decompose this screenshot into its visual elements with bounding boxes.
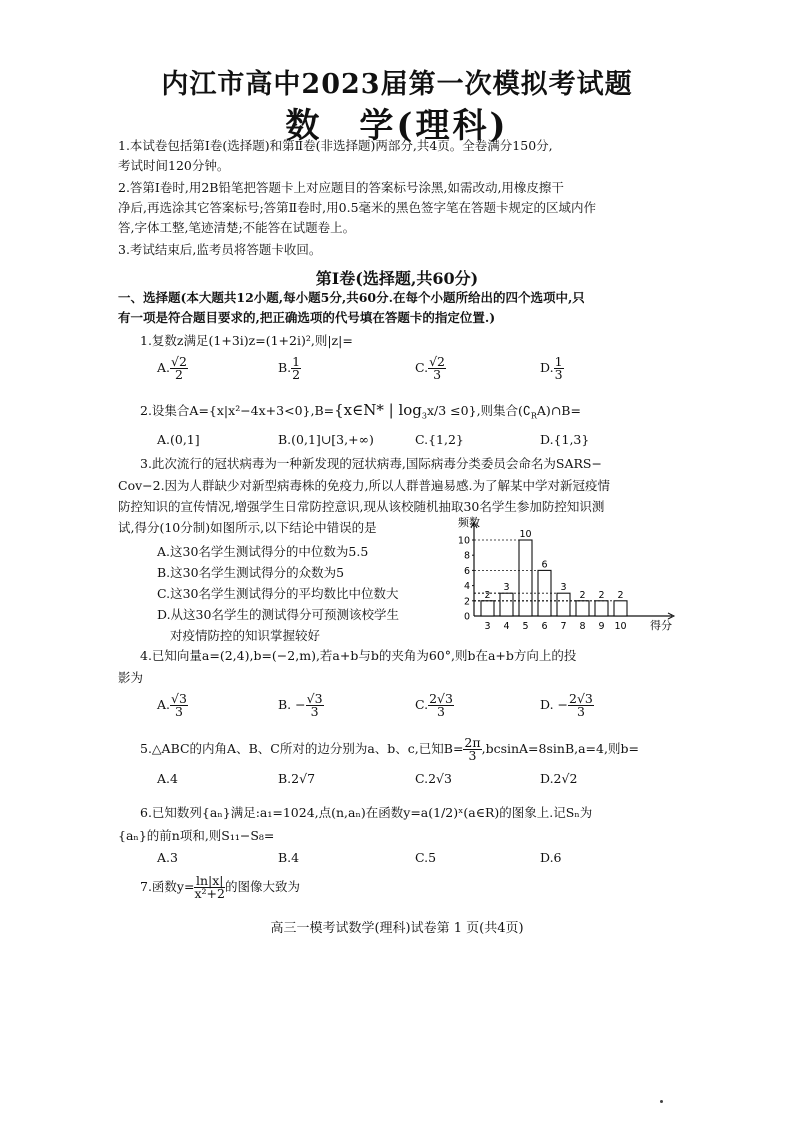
section-intro: 一、选择题(本大题共12小题,每小题5分,共60分.在每个小题所给出的四个选项中,只 (118, 290, 585, 305)
question-3-stem: 3.此次流行的冠状病毒为一种新发现的冠状病毒,国际病毒分类委员会命名为SARS− (140, 456, 602, 471)
bar (576, 601, 589, 616)
instruction-line: 考试时间120分钟。 (118, 158, 230, 173)
bar-value-label: 3 (503, 582, 510, 594)
bar (557, 593, 570, 616)
question-5-option-b: B.2√7 (278, 771, 316, 786)
question-6-option-a: A.3 (157, 850, 178, 865)
section-intro: 有一项是符合题目要求的,把正确选项的代号填在答题卡的指定位置.) (118, 310, 496, 325)
question-5-option-c: C.2√3 (415, 771, 452, 786)
question-5-stem: 5.△ABC的内角A、B、C所对的边分别为a、b、c,已知B= $\frac{2\pi}{3}$ ,bcsinA=8sinB,a=4,则b= (140, 735, 639, 763)
question-1-stem: 1.复数z满足(1+3i)z=(1+2i)²,则|z|= (140, 333, 353, 348)
x-tick-label: 10 (614, 621, 627, 632)
question-1-option-b: B. $\frac{1}{2}$ (278, 354, 301, 382)
bar (595, 601, 608, 616)
bar-value-label: 2 (598, 589, 605, 601)
bar-value-label: 3 (560, 582, 567, 594)
exam-title: 内江市高中2023届第一次模拟考试题 (161, 69, 633, 100)
question-2-stem: 2.设集合A={x|x²−4x+3<0},B={x∈N* | $\log_3x/3 \le 0$},则集合$(∁_RA)\cap B=$ (140, 401, 581, 421)
bar-value-label: 2 (617, 589, 624, 601)
question-6-option-d: D.6 (540, 850, 562, 865)
bar (519, 540, 532, 616)
y-tick-label: 2 (463, 596, 470, 608)
page-footer: 高三一模考试数学(理科)试卷第 1 页(共4页) (270, 921, 524, 936)
question-3-option-c: C.这30名学生测试得分的平均数比中位数大 (157, 586, 399, 601)
x-tick-label: 5 (522, 621, 529, 632)
question-6-option-b: B.4 (278, 850, 300, 865)
question-4-option-a: A. $\frac{√3}{3}$ (157, 691, 187, 719)
question-2-option-d: D.{1,3} (540, 432, 590, 447)
question-1-option-d: D. $\frac{1}{3}$ (540, 354, 563, 382)
x-tick-label: 8 (579, 621, 586, 632)
x-tick-label: 7 (560, 621, 567, 632)
question-3-stem: 试,得分(10分制)如图所示,以下结论中错误的是 (118, 520, 377, 535)
x-axis-label: 得分 (650, 619, 672, 632)
question-2-option-b: B.(0,1]∪[3,+∞) (278, 432, 374, 447)
frequency-bar-chart (440, 514, 690, 639)
bar (614, 601, 627, 616)
y-axis-label: 频数 (458, 516, 480, 529)
x-tick-label: 4 (503, 621, 510, 632)
exam-subject: 数 学(理科) (285, 106, 509, 146)
question-5-option-a: A.4 (157, 771, 178, 786)
question-1-option-c: C. $\frac{√2}{3}$ (415, 354, 446, 382)
bar-value-label: 6 (541, 559, 548, 571)
bar-value-label: 2 (484, 589, 491, 601)
question-5-option-d: D.2√2 (540, 771, 578, 786)
question-2-option-c: C.{1,2} (415, 432, 464, 447)
instruction-line: 3.考试结束后,监考员将答题卡收回。 (118, 242, 322, 257)
scan-speck (660, 1100, 663, 1103)
bar-value-label: 2 (579, 589, 586, 601)
x-tick-label: 6 (541, 621, 548, 632)
bar (500, 593, 513, 616)
instruction-line: 净后,再选涂其它答案标号;答第Ⅱ卷时,用0.5毫米的黑色签字笔在答题卡规定的区域内作 (118, 200, 597, 215)
y-tick-label: 8 (463, 550, 470, 562)
question-4-stem: 4.已知向量a=(2,4),b=(−2,m),若a+b与b的夹角为60°,则b在a+b方向上的投 (140, 648, 577, 663)
question-3-option-a: A.这30名学生测试得分的中位数为5.5 (157, 544, 369, 559)
bar (481, 601, 494, 616)
section-heading: 第Ⅰ卷(选择题,共60分) (315, 269, 479, 288)
question-1-option-a: A. $\frac{√2}{2}$ (157, 354, 187, 382)
x-tick-label: 9 (598, 621, 605, 632)
question-4-option-d: D. − $\frac{2√3}{3}$ (540, 691, 593, 719)
question-3-stem: Cov−2.因为人群缺少对新型病毒株的免疫力,所以人群普遍易感.为了解某中学对新冠疫情 (118, 478, 610, 493)
question-4-option-c: C. $\frac{2√3}{3}$ (415, 691, 453, 719)
instruction-line: 2.答第Ⅰ卷时,用2B铅笔把答题卡上对应题目的答案标号涂黑,如需改动,用橡皮擦干 (118, 180, 564, 195)
instruction-line: 答,字体工整,笔迹清楚;不能答在试题卷上。 (118, 220, 356, 235)
question-2-option-a: A.(0,1] (157, 432, 200, 447)
question-6-option-c: C.5 (415, 850, 437, 865)
question-4-option-b: B. − $\frac{√3}{3}$ (278, 691, 323, 719)
question-3-option-d-cont: 对疫情防控的知识掌握较好 (170, 628, 321, 643)
question-3-option-b: B.这30名学生测试得分的众数为5 (157, 565, 345, 580)
question-7-stem: 7.函数y= $\frac{\ln|x|}{\text{x²+2}}$ 的图像大致为 (140, 873, 300, 901)
y-tick-label: 4 (463, 581, 470, 593)
y-tick-label: 0 (463, 611, 470, 623)
y-tick-label: 10 (457, 535, 470, 547)
question-3-option-d: D.从这30名学生的测试得分可预测该校学生 (157, 607, 399, 622)
question-3-stem: 防控知识的宣传情况,增强学生日常防控意识,现从该校随机抽取30名学生参加防控知识测 (118, 499, 605, 514)
instruction-line: 1.本试卷包括第Ⅰ卷(选择题)和第Ⅱ卷(非选择题)两部分,共4页。全卷满分150分, (118, 138, 553, 153)
x-tick-label: 3 (484, 621, 491, 632)
question-4-stem: 影为 (118, 670, 144, 685)
question-6-stem: 6.已知数列{aₙ}满足:a₁=1024,点(n,aₙ)在函数y=a(1/2)ˣ(a∈R)的图象上.记Sₙ为 (140, 805, 593, 820)
y-tick-label: 6 (463, 565, 470, 577)
bar-value-label: 10 (519, 529, 532, 540)
question-6-stem: {aₙ}的前n项和,则S₁₁−S₈= (118, 828, 275, 843)
